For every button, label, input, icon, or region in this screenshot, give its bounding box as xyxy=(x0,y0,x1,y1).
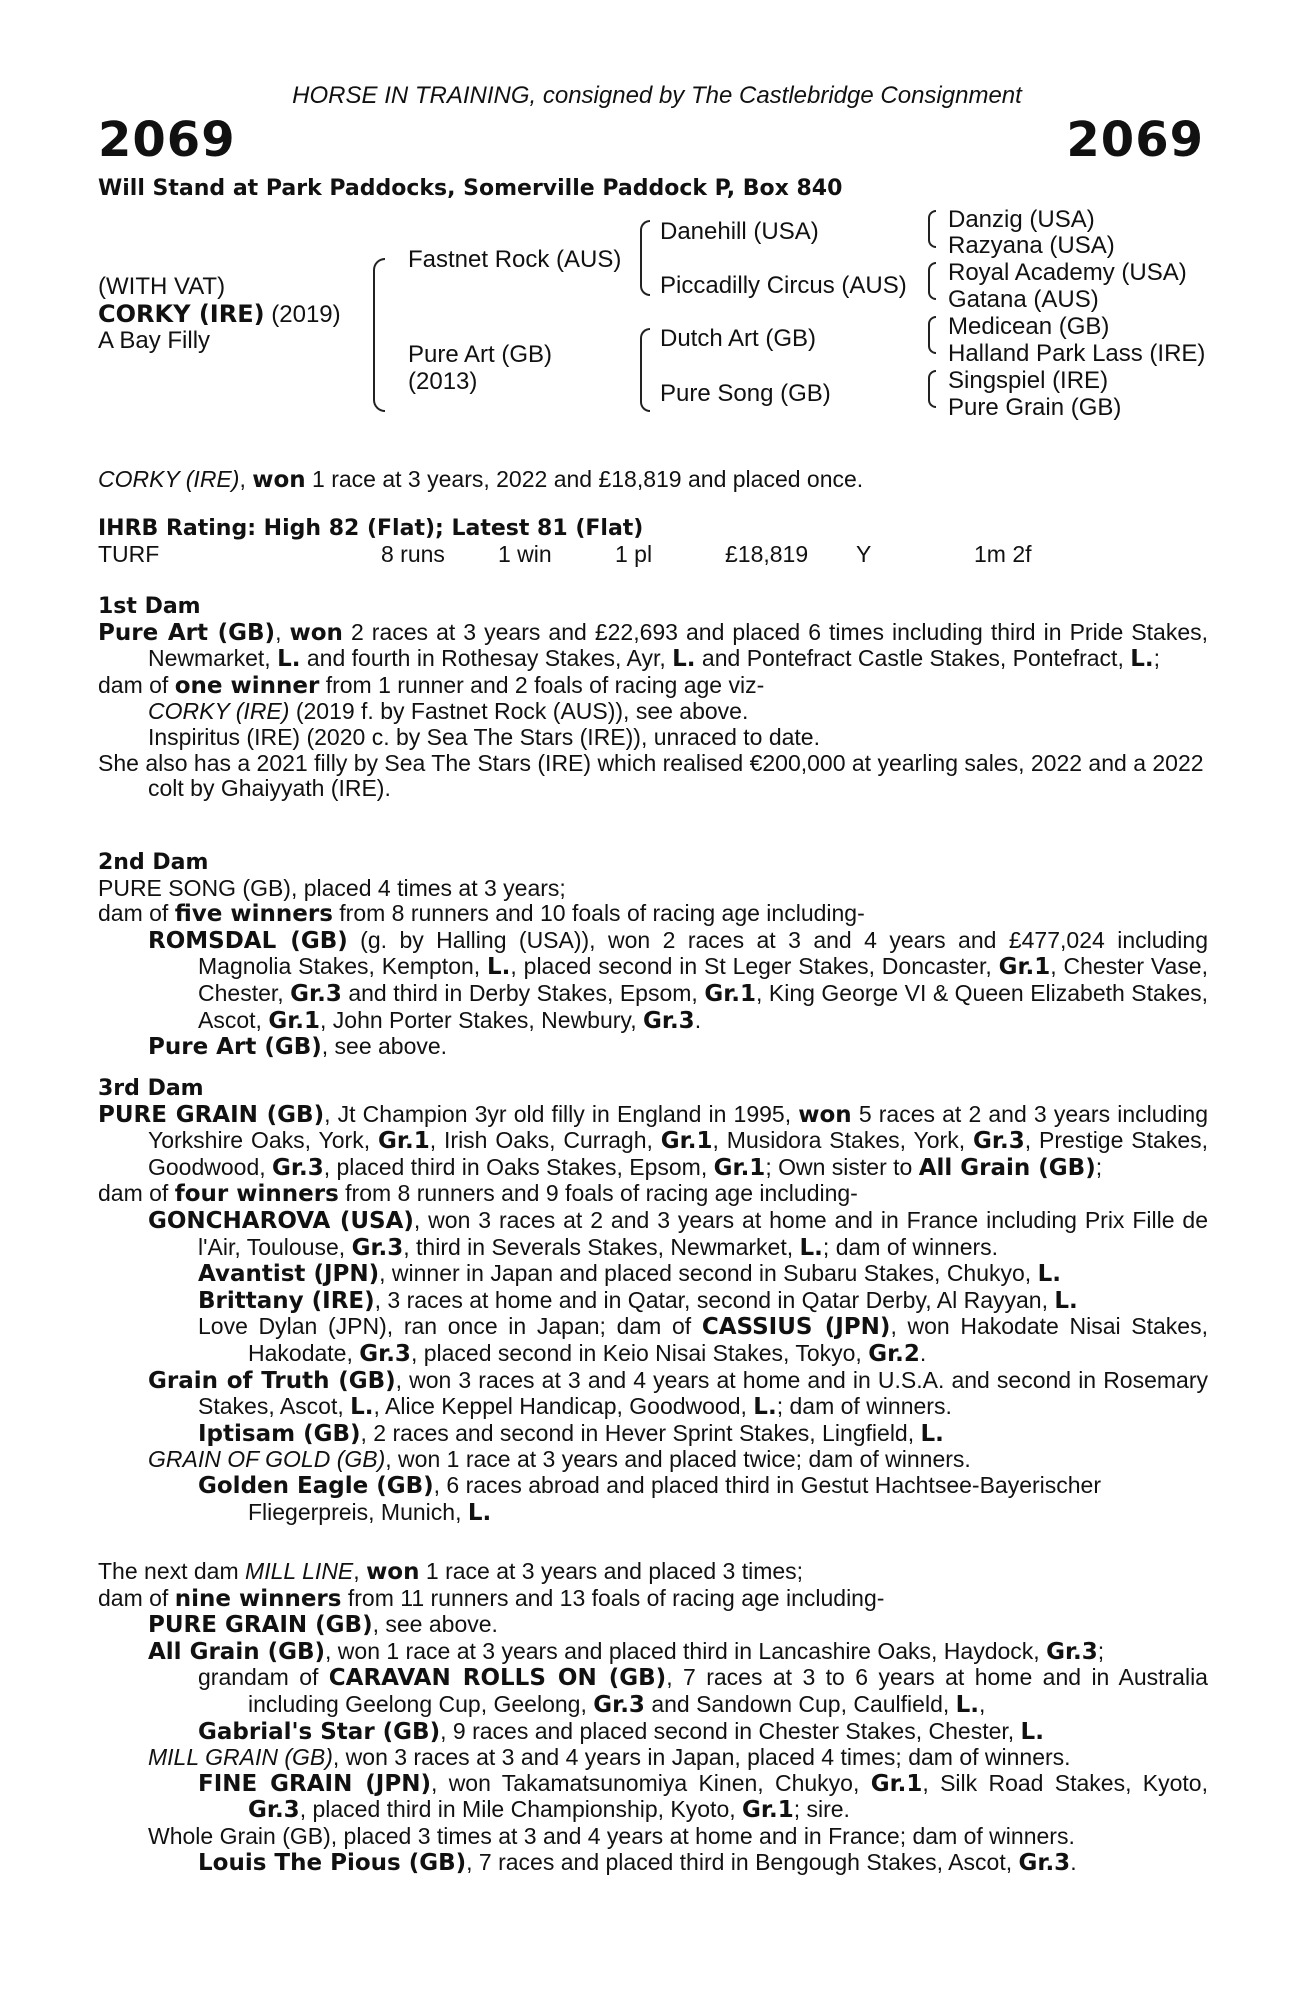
consignment-header: HORSE IN TRAINING, consigned by The Castlebridge Consignment xyxy=(292,82,1022,109)
pedigree-brace-main xyxy=(373,258,385,412)
ped-ssd: Razyana (USA) xyxy=(948,232,1115,259)
next-dam-record: The next dam MILL LINE, won 1 race at 3 years and placed 3 times; xyxy=(98,1558,804,1585)
produce-item: Brittany (IRE), 3 races at home and in Qatar, second in Qatar Derby, Al Rayyan, L. xyxy=(198,1286,1078,1314)
second-dam-heading: 2nd Dam xyxy=(98,850,209,875)
ped-dam-sire: Dutch Art (GB) xyxy=(660,325,817,352)
third-dam-produce: dam of four winners from 8 runners and 9 foals of racing age including- xyxy=(98,1180,858,1208)
second-dam-record: PURE SONG (GB), placed 4 times at 3 years; xyxy=(98,874,566,901)
ped-sire-dam: Piccadilly Circus (AUS) xyxy=(660,272,907,299)
produce-item: CORKY (IRE) (2019 f. by Fastnet Rock (AUS)), see above. xyxy=(148,698,749,725)
produce-item: PURE GRAIN (GB), see above. xyxy=(148,1611,498,1639)
horse-description: A Bay Filly xyxy=(98,327,211,354)
produce-item: Grain of Truth (GB), won 3 races at 3 and 4 years at home and in U.S.A. and second in Rosemary Stakes, Ascot, L., Alice Keppel Handicap, Goodwood, L.; dam of winners. xyxy=(148,1366,1209,1421)
ped-sire-sire: Danehill (USA) xyxy=(660,218,819,245)
next-dam-section xyxy=(98,1559,1208,1876)
record-distance: 1m 2f xyxy=(974,541,1032,567)
rating-record xyxy=(98,541,1098,567)
produce-item: Pure Art (GB), see above. xyxy=(148,1033,448,1061)
pedigree-brace-sire xyxy=(640,220,650,296)
first-dam-produce: dam of one winner from 1 runner and 2 foals of racing age viz- xyxy=(98,671,765,699)
summary-horse-name: CORKY (IRE) xyxy=(98,466,240,492)
third-dam-heading: 3rd Dam xyxy=(98,1076,204,1101)
second-dam-section xyxy=(98,850,1208,1061)
ped-sire: Fastnet Rock (AUS) xyxy=(408,246,622,273)
pedigree-brace-ds xyxy=(928,316,936,354)
produce-item: Golden Eagle (GB), 6 races abroad and placed third in Gestut Hachtsee-Bayerischer Fliegerpreis, Munich, L. xyxy=(198,1471,1101,1526)
ped-sdd: Gatana (AUS) xyxy=(948,286,1099,313)
produce-item: Love Dylan (JPN), ran once in Japan; dam of CASSIUS (JPN), won Hakodate Nisai Stakes, Hakodate, Gr.3, placed second in Keio Nisai Stakes, Tokyo, Gr.2. xyxy=(198,1313,1208,1367)
horse-year: (2019) xyxy=(271,301,341,328)
produce-item: Inspiritus (IRE) (2020 c. by Sea The Stars (IRE)), unraced to date. xyxy=(148,723,820,750)
third-dam-section xyxy=(98,1076,1208,1526)
lot-number-left: 2069 xyxy=(98,112,236,168)
pedigree-brace-dam xyxy=(640,328,650,412)
ped-ddd: Pure Grain (GB) xyxy=(948,394,1122,421)
ped-dss: Medicean (GB) xyxy=(948,313,1110,340)
produce-item: Gabrial's Star (GB), 9 races and placed second in Chester Stakes, Chester, L. xyxy=(198,1717,1044,1745)
vat-label: (WITH VAT) xyxy=(98,273,226,300)
pedigree-brace-ss xyxy=(928,210,936,248)
produce-item: GRAIN OF GOLD (GB), won 1 race at 3 years and placed twice; dam of winners. xyxy=(148,1446,971,1473)
produce-item: Louis The Pious (GB), 7 races and placed third in Bengough Stakes, Ascot, Gr.3. xyxy=(198,1848,1077,1876)
ped-sds: Royal Academy (USA) xyxy=(948,259,1187,286)
produce-item: ROMSDAL (GB) (g. by Halling (USA)), won 2 races at 3 and 4 years and £477,024 including Magnolia Stakes, Kempton, L., placed second in St Leger Stakes, Doncaster, Gr.1, Chester Vase, Chester, Gr.3 and third in Derby Stakes, Epsom, Gr.1, King George VI & Queen Elizabeth Stakes, Ascot, Gr.1, John Porter Stakes, Newbury, Gr.3. xyxy=(148,926,1209,1034)
ped-dam-dam: Pure Song (GB) xyxy=(660,380,831,407)
ped-sss: Danzig (USA) xyxy=(948,206,1095,233)
first-dam-note: She also has a 2021 filly by Sea The Stars (IRE) which realised €200,000 at yearling sales, 2022 and a 2022 colt by Ghaiyyath (IRE). xyxy=(98,749,1204,802)
ped-dam: Pure Art (GB) xyxy=(408,341,553,368)
record-wins: 1 win xyxy=(498,541,552,567)
third-dam-record: PURE GRAIN (GB), Jt Champion 3yr old filly in England in 1995, won 5 races at 2 and 3 years including Yorkshire Oaks, York, Gr.1, Irish Oaks, Curragh, Gr.1, Musidora Stakes, York, Gr.3, Prestige Stakes, Goodwood, Gr.3, placed third in Oaks Stakes, Epsom, Gr.1; Own sister to All Grain (GB); xyxy=(98,1100,1209,1181)
produce-item: Avantist (JPN), winner in Japan and placed second in Subaru Stakes, Chukyo, L. xyxy=(198,1260,1061,1288)
ped-dds: Singspiel (IRE) xyxy=(948,367,1109,394)
location-line: Will Stand at Park Paddocks, Somerville Paddock P, Box 840 xyxy=(98,176,843,201)
second-dam-produce: dam of five winners from 8 runners and 10 foals of racing age including- xyxy=(98,900,865,928)
first-dam-heading: 1st Dam xyxy=(98,594,201,619)
first-dam-name: Pure Art (GB) xyxy=(98,619,276,646)
produce-item: GONCHAROVA (USA), won 3 races at 2 and 3 years at home and in France including Prix Fille de l'Air, Toulouse, Gr.3, third in Severals Stakes, Newmarket, L.; dam of winners. xyxy=(148,1206,1208,1261)
rating-title: IHRB Rating: High 82 (Flat); Latest 81 (Flat) xyxy=(98,516,644,541)
record-surface: TURF xyxy=(98,541,160,567)
summary-text: 1 race at 3 years, 2022 and £18,819 and placed once. xyxy=(305,466,864,492)
first-dam-record: Pure Art (GB), won 2 races at 3 years and £22,693 and placed 6 times including third in Pride Stakes, Newmarket, L. and fourth in Rothesay Stakes, Ayr, L. and Pontefract Castle Stakes, Pontefract, L.; xyxy=(98,618,1209,673)
ped-dsd: Halland Park Lass (IRE) xyxy=(948,340,1206,367)
first-dam-section xyxy=(98,594,1208,802)
record-earnings: £18,819 xyxy=(725,541,809,567)
next-dam-produce: dam of nine winners from 11 runners and 13 foals of racing age including- xyxy=(98,1584,885,1612)
produce-item: Iptisam (GB), 2 races and second in Hever Sprint Stakes, Lingfield, L. xyxy=(198,1419,944,1447)
produce-item: All Grain (GB), won 1 race at 3 years and placed third in Lancashire Oaks, Haydock, Gr.3; xyxy=(148,1637,1105,1665)
produce-item: Whole Grain (GB), placed 3 times at 3 and 4 years at home and in France; dam of winners. xyxy=(148,1822,1075,1849)
pedigree-brace-sd xyxy=(928,262,936,300)
lot-number-right: 2069 xyxy=(1066,112,1204,168)
record-runs: 8 runs xyxy=(381,541,445,567)
summary-won: won xyxy=(252,467,306,493)
pedigree-brace-dd xyxy=(928,370,936,408)
ped-dam-year: (2013) xyxy=(408,368,478,395)
race-summary: CORKY (IRE), won 1 race at 3 years, 2022 and £18,819 and placed once. xyxy=(98,466,864,493)
produce-item: FINE GRAIN (JPN), won Takamatsunomiya Kinen, Chukyo, Gr.1, Silk Road Stakes, Kyoto, Gr.3, placed third in Mile Championship, Kyoto, Gr.1; sire. xyxy=(198,1769,1208,1824)
produce-item: grandam of CARAVAN ROLLS ON (GB), 7 races at 3 to 6 years at home and in Australia including Geelong Cup, Geelong, Gr.3 and Sandown Cup, Caulfield, L., xyxy=(198,1664,1208,1718)
horse-name-line xyxy=(98,300,341,329)
horse-name: CORKY (IRE) xyxy=(98,300,265,328)
produce-item: MILL GRAIN (GB), won 3 races at 3 and 4 years in Japan, placed 4 times; dam of winners. xyxy=(148,1744,1071,1771)
record-flag: Y xyxy=(856,541,872,567)
record-placed: 1 pl xyxy=(615,541,653,567)
